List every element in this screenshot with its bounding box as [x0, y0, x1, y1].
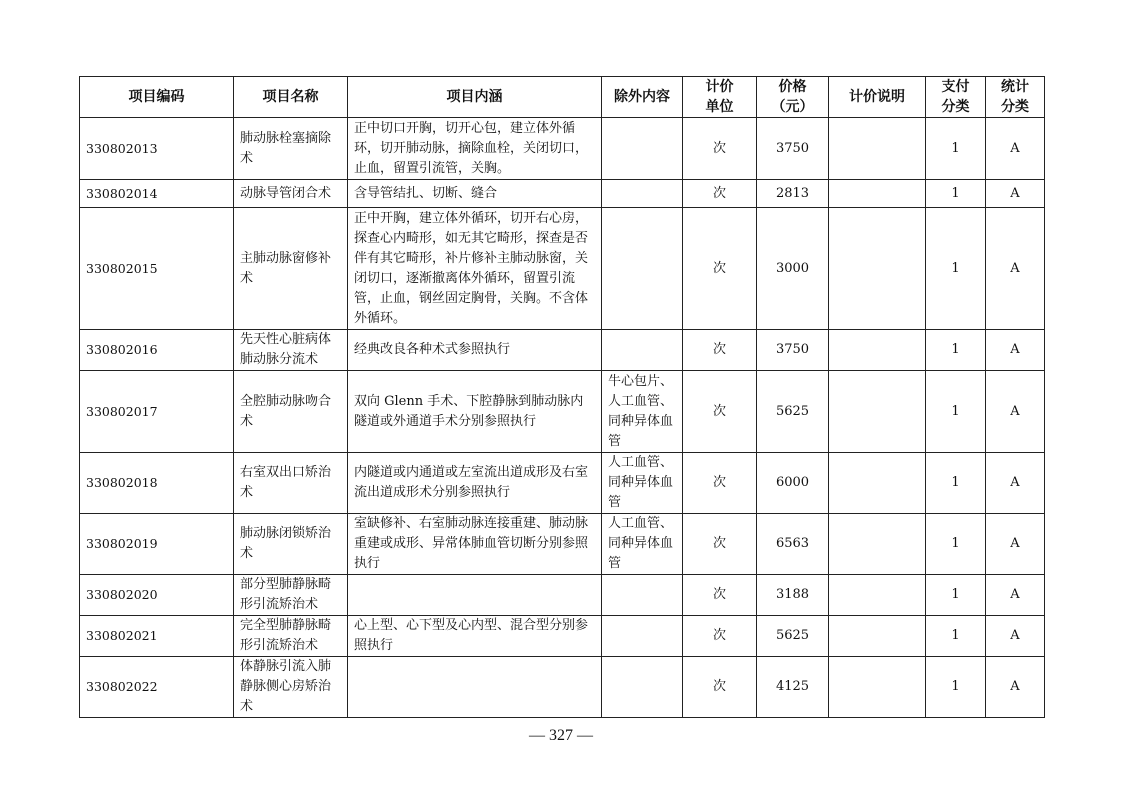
cell-code: 330802014	[80, 180, 234, 208]
cell-unit: 次	[683, 657, 757, 718]
cell-pay: 1	[926, 180, 986, 208]
cell-code: 330802016	[80, 330, 234, 371]
cell-code: 330802022	[80, 657, 234, 718]
table-row	[80, 616, 1045, 657]
cell-content: 正中开胸，建立体外循环，切开右心房，探查心内畸形，如无其它畸形，探查是否伴有其它畸形，补片修补主肺动脉窗，关闭切口，逐渐撤离体外循环，留置引流管，止血，钢丝固定胸骨，关胸。不含体外循环。	[348, 208, 602, 330]
cell-unit: 次	[683, 371, 757, 453]
cell-code: 330802019	[80, 514, 234, 575]
cell-excluded	[602, 657, 683, 718]
cell-pay: 1	[926, 575, 986, 616]
cell-note	[829, 118, 926, 180]
cell-pay: 1	[926, 118, 986, 180]
cell-unit: 次	[683, 118, 757, 180]
cell-price: 5625	[757, 371, 829, 453]
cell-name: 右室双出口矫治术	[234, 453, 348, 514]
cell-note	[829, 208, 926, 330]
table-row	[80, 208, 1045, 330]
cell-stat: A	[986, 616, 1045, 657]
cell-excluded	[602, 575, 683, 616]
cell-unit: 次	[683, 575, 757, 616]
header-unit: 计价 单位	[683, 77, 757, 118]
header-pay: 支付 分类	[926, 77, 986, 118]
cell-price: 6563	[757, 514, 829, 575]
cell-name: 主肺动脉窗修补术	[234, 208, 348, 330]
cell-content: 含导管结扎、切断、缝合	[348, 180, 602, 208]
cell-code: 330802018	[80, 453, 234, 514]
cell-code: 330802013	[80, 118, 234, 180]
cell-price: 4125	[757, 657, 829, 718]
cell-stat: A	[986, 657, 1045, 718]
cell-stat: A	[986, 514, 1045, 575]
cell-content: 正中切口开胸，切开心包，建立体外循环，切开肺动脉，摘除血栓，关闭切口，止血，留置引流管，关胸。	[348, 118, 602, 180]
cell-name: 先天性心脏病体肺动脉分流术	[234, 330, 348, 371]
cell-price: 3000	[757, 208, 829, 330]
table-row	[80, 330, 1045, 371]
cell-content: 经典改良各种术式参照执行	[348, 330, 602, 371]
cell-pay: 1	[926, 208, 986, 330]
cell-note	[829, 616, 926, 657]
cell-name: 肺动脉闭锁矫治术	[234, 514, 348, 575]
cell-price: 3188	[757, 575, 829, 616]
cell-stat: A	[986, 208, 1045, 330]
cell-content: 内隧道或内通道或左室流出道成形及右室流出道成形术分别参照执行	[348, 453, 602, 514]
cell-unit: 次	[683, 616, 757, 657]
cell-code: 330802021	[80, 616, 234, 657]
cell-excluded	[602, 208, 683, 330]
table-row	[80, 657, 1045, 718]
cell-unit: 次	[683, 514, 757, 575]
cell-content: 心上型、心下型及心内型、混合型分别参照执行	[348, 616, 602, 657]
cell-note	[829, 330, 926, 371]
cell-stat: A	[986, 453, 1045, 514]
cell-price: 3750	[757, 118, 829, 180]
cell-content	[348, 575, 602, 616]
header-content: 项目内涵	[348, 77, 602, 118]
cell-pay: 1	[926, 514, 986, 575]
cell-stat: A	[986, 371, 1045, 453]
cell-note	[829, 453, 926, 514]
header-excluded: 除外内容	[602, 77, 683, 118]
cell-code: 330802020	[80, 575, 234, 616]
cell-stat: A	[986, 180, 1045, 208]
cell-content: 室缺修补、右室肺动脉连接重建、肺动脉重建或成形、异常体肺血管切断分别参照执行	[348, 514, 602, 575]
cell-unit: 次	[683, 208, 757, 330]
header-price: 价格 （元）	[757, 77, 829, 118]
cell-unit: 次	[683, 180, 757, 208]
cell-pay: 1	[926, 616, 986, 657]
header-code: 项目编码	[80, 77, 234, 118]
cell-excluded: 人工血管、同种异体血管	[602, 453, 683, 514]
cell-name: 动脉导管闭合术	[234, 180, 348, 208]
cell-code: 330802015	[80, 208, 234, 330]
header-row	[80, 77, 1045, 118]
cell-code: 330802017	[80, 371, 234, 453]
cell-name: 完全型肺静脉畸形引流矫治术	[234, 616, 348, 657]
table-row	[80, 514, 1045, 575]
cell-price: 5625	[757, 616, 829, 657]
table-row	[80, 371, 1045, 453]
cell-unit: 次	[683, 330, 757, 371]
cell-note	[829, 371, 926, 453]
cell-excluded	[602, 616, 683, 657]
cell-stat: A	[986, 330, 1045, 371]
cell-content	[348, 657, 602, 718]
header-name: 项目名称	[234, 77, 348, 118]
cell-excluded	[602, 118, 683, 180]
cell-excluded: 人工血管、同种异体血管	[602, 514, 683, 575]
price-table	[79, 76, 1045, 718]
cell-excluded: 牛心包片、人工血管、同种异体血管	[602, 371, 683, 453]
page-number: — 327 —	[529, 727, 593, 744]
cell-name: 部分型肺静脉畸形引流矫治术	[234, 575, 348, 616]
cell-price: 6000	[757, 453, 829, 514]
cell-unit: 次	[683, 453, 757, 514]
cell-note	[829, 575, 926, 616]
table-row	[80, 118, 1045, 180]
cell-excluded	[602, 180, 683, 208]
cell-pay: 1	[926, 453, 986, 514]
header-note: 计价说明	[829, 77, 926, 118]
cell-content: 双向 Glenn 手术、下腔静脉到肺动脉内隧道或外通道手术分别参照执行	[348, 371, 602, 453]
cell-name: 肺动脉栓塞摘除术	[234, 118, 348, 180]
cell-name: 体静脉引流入肺静脉侧心房矫治术	[234, 657, 348, 718]
cell-pay: 1	[926, 371, 986, 453]
cell-price: 3750	[757, 330, 829, 371]
header-stat: 统计 分类	[986, 77, 1045, 118]
cell-pay: 1	[926, 657, 986, 718]
cell-note	[829, 514, 926, 575]
cell-pay: 1	[926, 330, 986, 371]
table-row	[80, 180, 1045, 208]
cell-excluded	[602, 330, 683, 371]
table-row	[80, 575, 1045, 616]
table-row	[80, 453, 1045, 514]
cell-note	[829, 180, 926, 208]
cell-stat: A	[986, 575, 1045, 616]
cell-name: 全腔肺动脉吻合术	[234, 371, 348, 453]
cell-stat: A	[986, 118, 1045, 180]
cell-price: 2813	[757, 180, 829, 208]
cell-note	[829, 657, 926, 718]
